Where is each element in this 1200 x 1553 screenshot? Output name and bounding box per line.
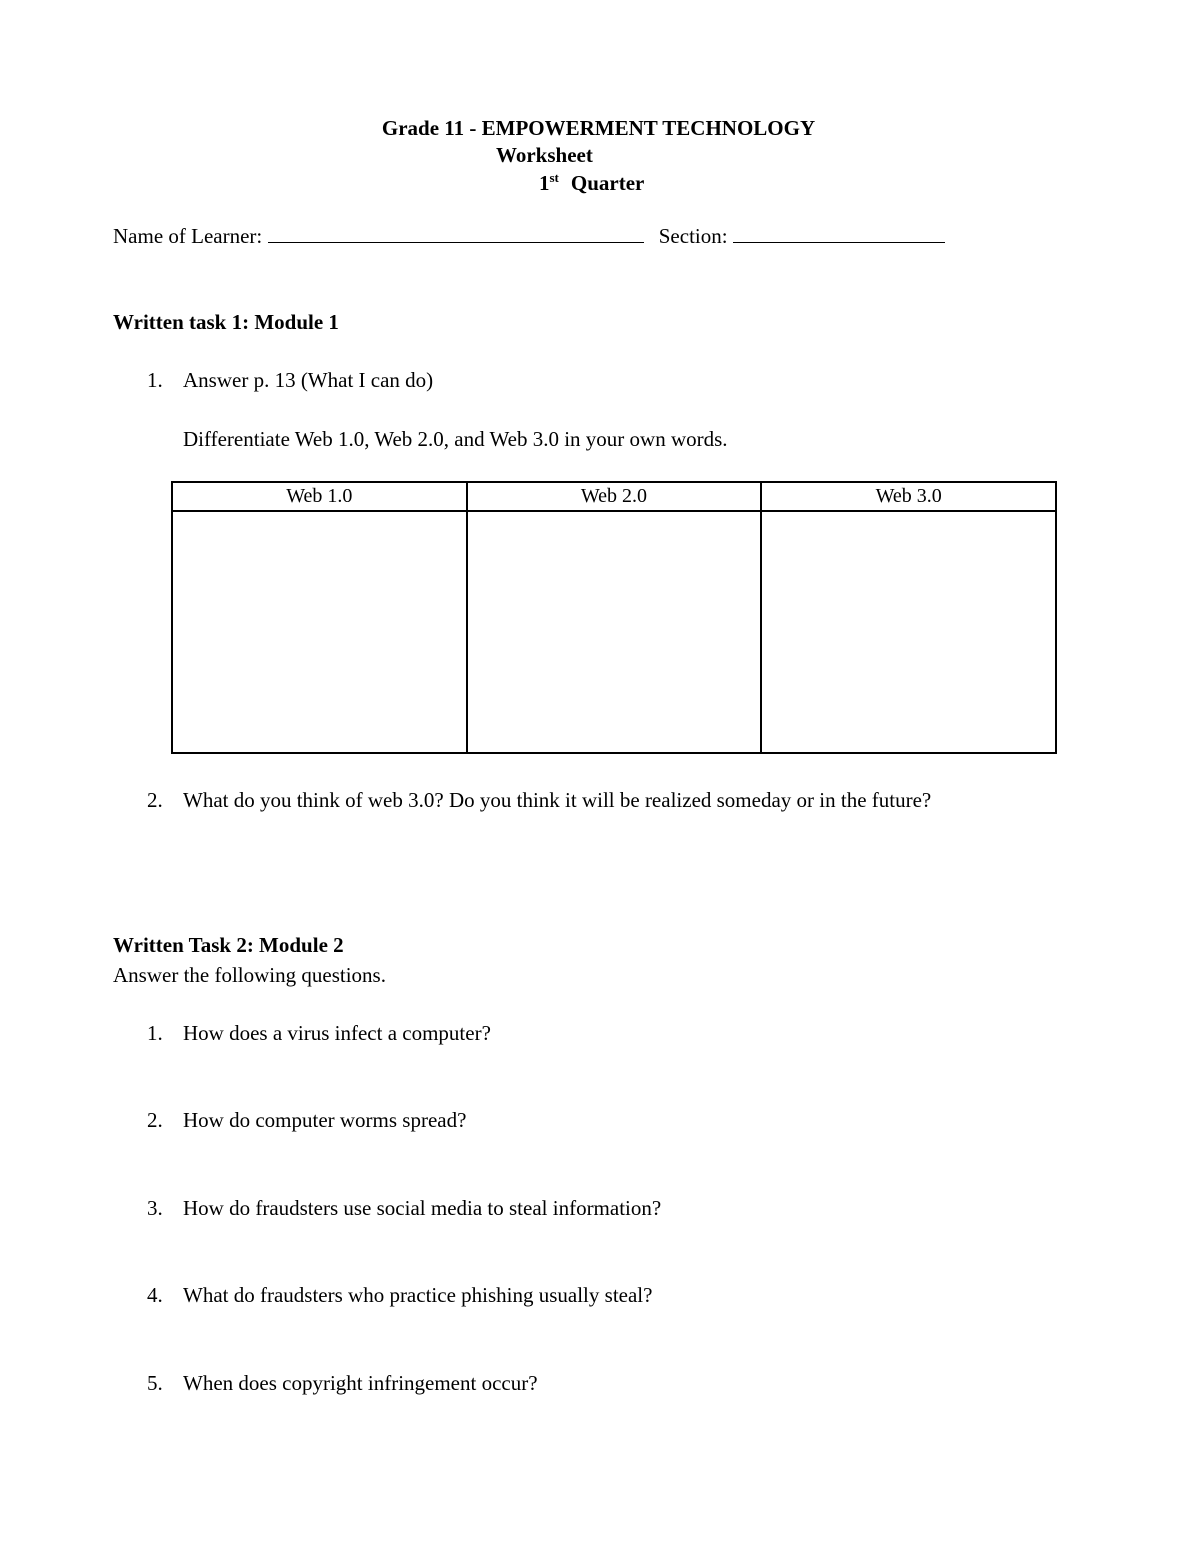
quarter-suffix: st — [549, 170, 559, 185]
section-label: Section: — [658, 224, 728, 248]
document-subtitle: Worksheet — [496, 143, 593, 167]
question-text: What do fraudsters who practice phishing usually steal? — [183, 1283, 653, 1307]
question-text: How does a virus infect a computer? — [183, 1021, 491, 1045]
task1-item-2-text: What do you think of web 3.0? Do you think it will be realized someday or in the future? — [183, 788, 932, 812]
question-text: When does copyright infringement occur? — [183, 1371, 538, 1395]
task1-item-2-number: 2. — [147, 788, 163, 812]
learner-info-row — [113, 224, 945, 249]
question-number: 5. — [147, 1371, 163, 1395]
question-text: How do fraudsters use social media to steal information? — [183, 1196, 662, 1220]
task2-question-5 — [0, 1371, 1200, 1401]
task1-instruction: Differentiate Web 1.0, Web 2.0, and Web 3.0 in your own words. — [183, 427, 728, 451]
question-number: 3. — [147, 1196, 163, 1220]
document-title: Grade 11 - EMPOWERMENT TECHNOLOGY — [381, 116, 816, 140]
question-number: 1. — [147, 1021, 163, 1045]
task2-question-3 — [0, 1196, 1200, 1226]
question-number: 4. — [147, 1283, 163, 1307]
quarter-number: 1 — [539, 171, 550, 195]
section-blank[interactable] — [733, 224, 945, 243]
task2-question-1 — [0, 1021, 1200, 1051]
table-header-web3: Web 3.0 — [761, 482, 1056, 511]
web-comparison-table — [171, 481, 1057, 754]
task1-heading: Written task 1: Module 1 — [113, 310, 339, 334]
task1-item-1-text: Answer p. 13 (What I can do) — [183, 368, 434, 392]
table-header-web1: Web 1.0 — [172, 482, 467, 511]
quarter-label — [539, 170, 644, 196]
task2-question-4 — [0, 1283, 1200, 1313]
table-header-row — [172, 482, 1056, 511]
table-header-web2: Web 2.0 — [467, 482, 762, 511]
task1-item-1-number: 1. — [147, 368, 163, 392]
answer-cell-web2[interactable] — [467, 511, 762, 753]
task1-item-1 — [0, 368, 1200, 398]
question-text: How do computer worms spread? — [183, 1108, 467, 1132]
answer-cell-web3[interactable] — [761, 511, 1056, 753]
answer-cell-web1[interactable] — [172, 511, 467, 753]
quarter-text: Quarter — [570, 171, 645, 195]
name-label: Name of Learner: — [113, 224, 263, 248]
table-answer-row — [172, 511, 1056, 753]
task1-item-2 — [0, 788, 1200, 818]
task2-instruction: Answer the following questions. — [113, 963, 386, 987]
task2-question-2 — [0, 1108, 1200, 1138]
name-blank[interactable] — [268, 224, 644, 243]
question-number: 2. — [147, 1108, 163, 1132]
task2-heading: Written Task 2: Module 2 — [113, 933, 344, 957]
